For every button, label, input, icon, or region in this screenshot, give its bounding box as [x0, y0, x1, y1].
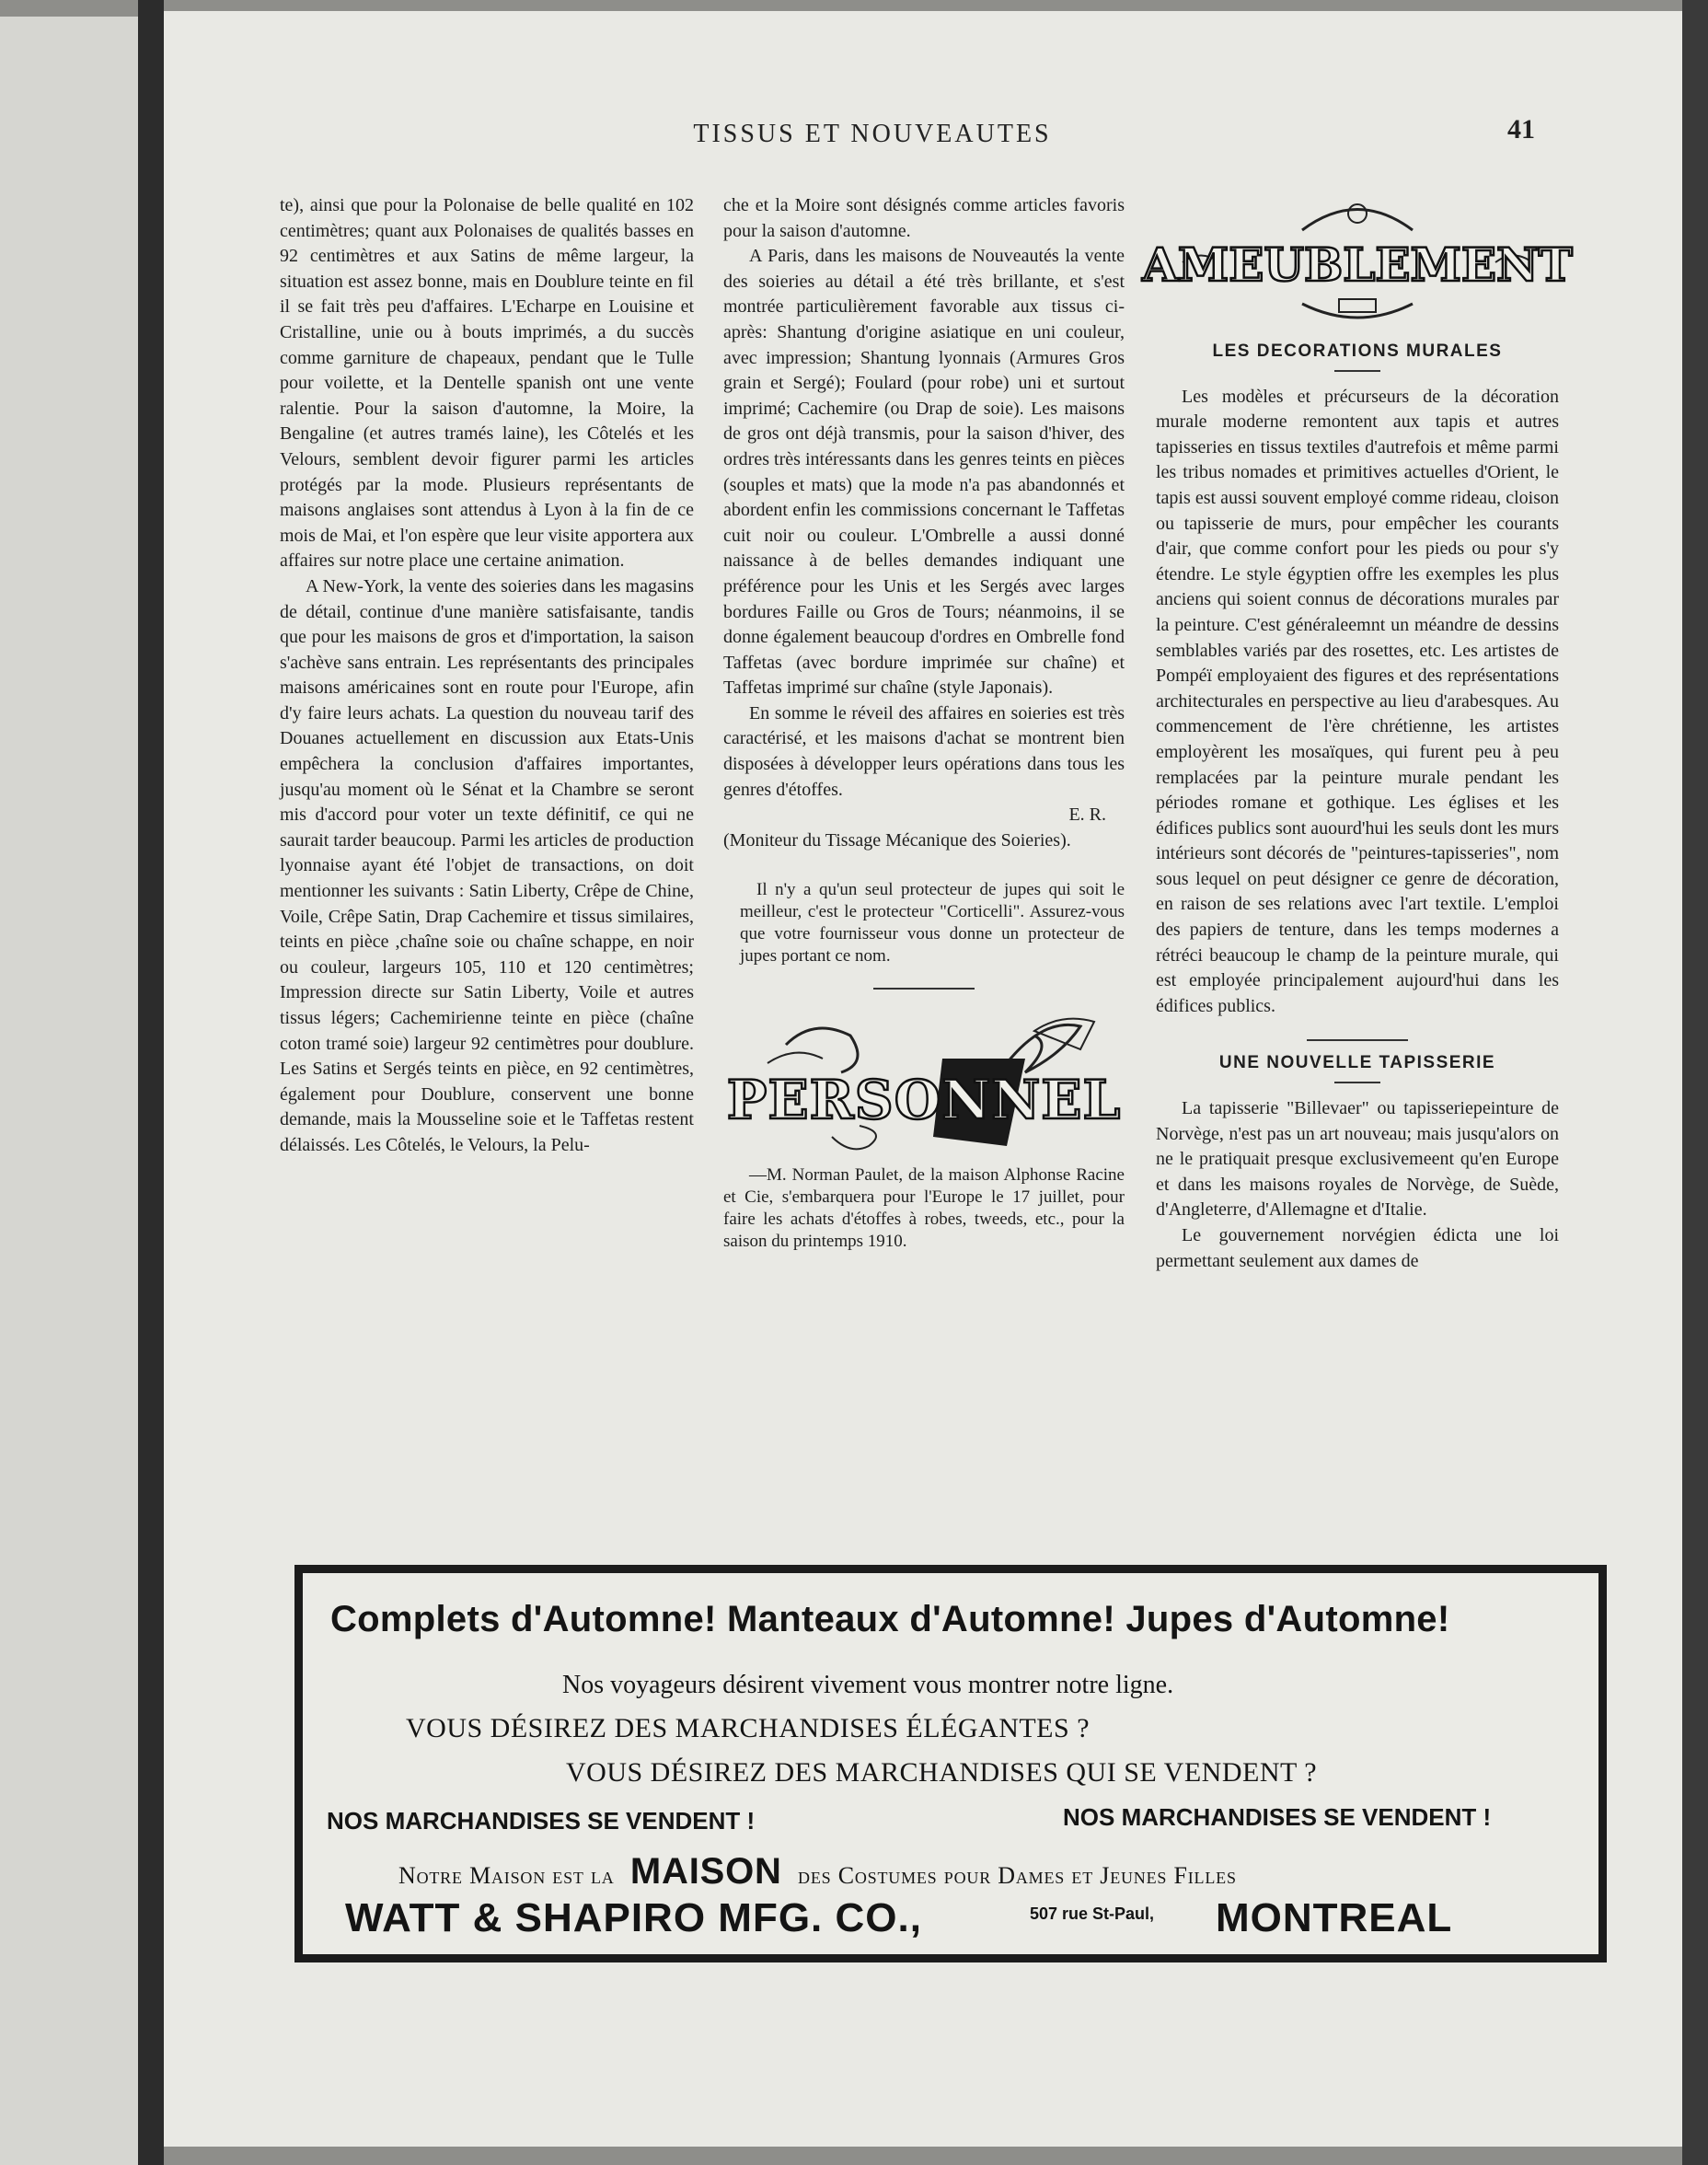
ad-sell-left: NOS MARCHANDISES SE VENDENT ! — [327, 1807, 756, 1835]
ad-maison-post: des Costumes pour Dames et Jeunes Filles — [798, 1862, 1237, 1889]
running-head: TISSUS ET NOUVEAUTES — [693, 120, 1052, 148]
column-2 — [723, 193, 1125, 1253]
ad-sell-right: NOS MARCHANDISES SE VENDENT ! — [1063, 1803, 1492, 1831]
ad-maison-big: MAISON — [629, 1851, 782, 1892]
book-spine — [138, 0, 164, 2165]
article-signature: E. R. — [1068, 805, 1106, 826]
ad-subline: Nos voyageurs désirent vivement vous montrer notre ligne. — [562, 1671, 1174, 1699]
section-title-decorations: LES DECORATIONS MURALES — [1212, 342, 1503, 361]
personnel-note: —M. Norman Paulet, de la maison Alphonse Racine et Cie, s'embarquera pour l'Europe le 17 juillet, pour faire les achats d'étoffes à robes, tweeds, etc., pour la saison du printemps 1910. — [723, 1165, 1125, 1252]
ad-city: MONTREAL — [1216, 1895, 1453, 1940]
corticelli-notice-text: Il n'y a qu'un seul protecteur de jupes qui soit le meilleur, c'est le protecteur "Corticelli". Assurez-vous que votre fournisseur vous donne un protecteur de jupes portant ce nom. — [740, 880, 1125, 967]
col2-paragraph-2: A Paris, dans les maisons de Nouveautés la vente des soieries au détail a été très brillante, et s'est montrée particulièrement favorable aux tissus ci-après: Shantung d'origine asiatique en uni couleur, avec impression; Shantung lyonnais (Armures Gros grain et Sergé); Foulard (pour robe) uni et surtout imprimé; Cachemire (ou Drap de soie). Les maisons de gros ont déjà transmis, pour la saison d'hiver, des ordres très intéressants dans les genres teints en pièces (souples et mats) que la mode n'a pas abandonnés et abordent enfin les commissions concernant le Taffetas cuit noir ou couleur. L'Ombrelle a aussi donné naissance à de belles demandes indiquant une préférence pour les Unis et les Sergés avec larges bordures Faille ou Gros de Tours; néanmoins, il se donne également beaucoup d'ordres en Ombrelle fond Taffetas (avec bordure imprimée sur chaîne) et Taffetas imprimé sur chaîne (style Japonais). — [723, 246, 1125, 699]
previous-page-edge — [0, 17, 140, 2165]
col1-paragraph-2: A New-York, la vente des soieries dans les magasins de détail, continue d'une manière satisfaisante, tandis que pour les maisons de gros et d'importation, la saison s'achève sans entrain. Les représentants des principales maisons américaines sont en route pour l'Europe, afin d'y faire leurs achats. La question du nouveau tarif des Douanes actuellement en discussion aux Etats-Unis empêchera la conclusion d'affaires importantes, jusqu'au moment où le Sénat et la Chambre se seront mis d'accord pour voter un texte définitif, ce qui ne saurait tarder beaucoup. Parmi les articles de production lyonnaise ayant été l'objet de transactions, on doit mentionner les suivants : Satin Liberty, Crêpe de Chine, Voile, Crêpe Satin, Drap Cachemire et tissus similaires, teints en pièce ,chaîne soie ou chaîne schappe, en noir ou couleur, largeurs 105, 110 et 120 centimètres; Impression directe sur Satin Liberty, Voile et autres tissus légers; Cachemirienne teinte en pièce (chaîne coton tramé soie) largeur 92 centimètres pour doublure. Les Satins et Sergés teints en pièce, en 92 centimètres, également pour Doublure, conservent une bonne demande, mais la Mousseline soie et le Taffetas restent délaissés. Les Côtelés, le Velours, la Pelu- — [280, 575, 694, 1155]
ad-company-name: WATT & SHAPIRO MFG. CO., — [345, 1895, 922, 1940]
personnel-banner — [723, 1008, 1125, 1164]
tapisserie-paragraph-2: Le gouvernement norvégien édicta une loi permettant seulement aux dames de — [1156, 1225, 1559, 1271]
right-page-edge — [1682, 0, 1708, 2165]
section-title-tapisserie: UNE NOUVELLE TAPISSERIE — [1218, 1053, 1496, 1073]
section-divider — [873, 988, 975, 990]
ad-headline: Complets d'Automne! Manteaux d'Automne! Jupes d'Automne! — [330, 1599, 1450, 1639]
page-number: 41 — [1507, 114, 1535, 145]
ad-maison-line — [398, 1851, 1237, 1893]
title-underline — [1334, 1082, 1380, 1083]
tapisserie-paragraph-1: La tapisserie "Billevaer" ou tapisseriepeinture de Norvège, n'est pas un art nouveau; mais jusqu'alors on ne le pratiquait presque exclusivemeent qu'en Europe et dans les maisons royales de Norvège, de Suède, d'Angleterre, d'Allemagne et d'Italie. — [1156, 1098, 1559, 1221]
column-3 — [1142, 193, 1573, 1274]
personnel-ornament — [726, 1008, 1122, 1164]
col2-paragraph-3: En somme le réveil des affaires en soieries est très caractérisé, et les maisons d'achat se montrent bien disposées à développer leurs opérations dans tous les genres d'étoffes. — [723, 702, 1125, 800]
column-1 — [280, 193, 694, 1159]
decorations-text: Les modèles et précurseurs de la décoration murale moderne remontent aux tapis et autres tapisseries en tissus textiles d'autrefois et même parmi les tribus nomades et primitives actuelles d'Orient, le tapis est aussi souvent employé comme rideau, cloison ou tapisserie de murs, pour empêcher les courants d'air, que comme confort pour les pieds ou pour s'y étendre. Le style égyptien offre les exemples les plus anciens qui soient connus de décorations murales par la peinture. C'est généraleemnt un méandre de dessins semblables variés par des rosettes, etc. Les artistes de Pompéï employaient des figures et des représentations architecturales en perspective au lieu d'arabesques. Au commencement de l'ère chrétienne, les artistes employèrent les mosaïques, qui furent peu à peu remplacées par la peinture murale pendant les périodes romane et gothique. Les églises et les édifices publics sont auourd'hui les seuls dont les murs intérieurs sont décorés de "peintures-tapisseries", nom sous lequel on peut désigner ce genre de décoration, en raison de ses relations avec l'art textile. L'emploi des papiers de tenture, dans les temps modernes a rétréci beaucoup le champ de la peinture murale, qui est employée principalement aujourd'hui dans les édifices publics. — [1156, 386, 1559, 1016]
ad-question-2: VOUS DÉSIREZ DES MARCHANDISES QUI SE VENDENT ? — [566, 1757, 1318, 1788]
watt-shapiro-advertisement — [294, 1565, 1607, 1962]
title-underline — [1334, 370, 1380, 372]
ad-address: 507 rue St-Paul, — [1030, 1905, 1155, 1923]
magazine-page — [164, 11, 1682, 2147]
section-divider — [1307, 1039, 1408, 1041]
corticelli-notice — [723, 879, 1125, 967]
ameublement-banner — [1142, 193, 1573, 331]
personnel-banner-text: PERSONNEL — [726, 1069, 1122, 1132]
col1-paragraph-1: te), ainsi que pour la Polonaise de belle qualité en 102 centimètres; quant aux Polonaises de qualités basses en 92 centimètres et aux Satins de même largeur, la situation est assez bonne, mais en Doublure teinte en fil il se fait très peu d'affaires. L'Echarpe en Louisine et Cristalline, unie ou à bouts imprimés, a du succès comme garniture de chapeaux, pendant que le Tulle pour voilette, et la Dentelle spanish ont une vente ralentie. Pour la saison d'automne, la Moire, la Bengaline (et autres tramés laine), les Côtelés et les Velours, semblent devoir figurer parmi les articles protégés par la mode. Plusieurs représentants de maisons anglaises sont attendus à Lyon à la fin de ce mois de Mai, et l'on espère que leur visite apportera aux affaires sur notre place une certaine animation. — [280, 195, 694, 572]
col2-paragraph-1: che et la Moire sont désignés comme articles favoris pour la saison d'automne. — [723, 195, 1125, 241]
ad-question-1: VOUS DÉSIREZ DES MARCHANDISES ÉLÉGANTES ? — [406, 1713, 1091, 1743]
ameublement-banner-text: AMEUBLEMENT — [1142, 237, 1573, 292]
ad-maison-pre: Notre Maison est la — [398, 1862, 615, 1889]
article-source: (Moniteur du Tissage Mécanique des Soieries). — [723, 829, 1071, 851]
